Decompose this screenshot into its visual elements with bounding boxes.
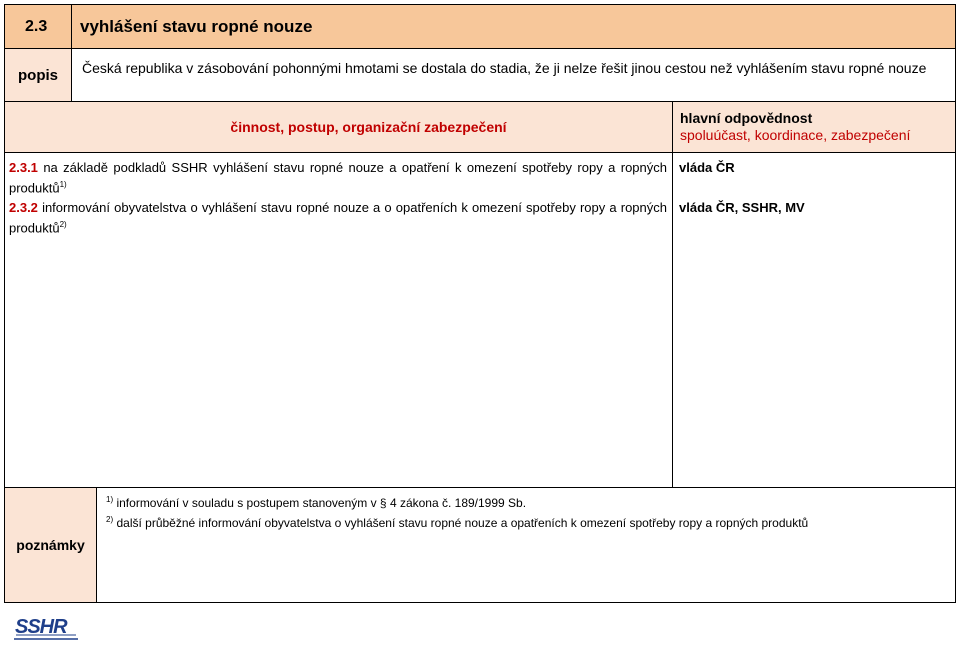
row-1-text: na základě podkladů SSHR vyhlášení stavu ropné nouze a opatření k omezení spotřeby ropy a ropných produktů [9, 160, 667, 196]
notes-label-text: poznámky [16, 537, 85, 553]
row-1-number: 2.3.1 [9, 160, 38, 175]
row-2-responsible: vláda ČR, SSHR, MV [679, 200, 805, 215]
activity-row-2 [9, 199, 667, 236]
row-2-note-ref: 2) [59, 220, 67, 229]
note-1-ref: 1) [106, 495, 114, 504]
description-label [4, 48, 72, 102]
responsibility-main-title: hlavní odpovědnost [680, 110, 813, 126]
section-number [4, 4, 72, 49]
section-title-text: vyhlášení stavu ropné nouze [80, 16, 313, 36]
activity-row-1 [9, 159, 667, 196]
note-1-text: informování v souladu s postupem stanoveným v § 4 zákona č. 189/1999 Sb. [116, 496, 527, 510]
activity-column-title: činnost, postup, organizační zabezpečení [230, 119, 507, 135]
section-title [71, 4, 956, 49]
sshr-logo [12, 618, 82, 642]
responsibility-sub-title: spoluúčast, koordinace, zabezpečení [680, 127, 911, 143]
row-2-text: informování obyvatelstva o vyhlášení stavu ropné nouze a o opatřeních k omezení spotřeby ropy a ropných produktů [9, 200, 667, 236]
notes-body [96, 487, 956, 603]
note-2-ref: 2) [106, 515, 114, 524]
row-1-responsible: vláda ČR [679, 160, 735, 175]
note-item-2 [106, 515, 955, 530]
sshr-logo-text: SSHR [15, 616, 67, 638]
row-2-number: 2.3.2 [9, 200, 38, 215]
responsibility-column-header [672, 101, 956, 153]
description-text-content: Česká republika v zásobování pohonnými hmotami se dostala do stadia, že ji nelze řešit jinou cestou než vyhlášením stavu ropné nouze [82, 60, 927, 76]
notes-label [4, 487, 97, 603]
row-1-note-ref: 1) [59, 180, 67, 189]
activity-column-header [4, 101, 673, 153]
description-text [71, 48, 956, 102]
note-2-text: další průběžné informování obyvatelstva o vyhlášení stavu ropné nouze a opatřeních k omezení spotřeby ropy a ropných produktů [116, 516, 809, 530]
description-label-text: popis [18, 66, 58, 84]
section-number-text: 2.3 [25, 17, 48, 35]
note-item-1 [106, 495, 955, 510]
